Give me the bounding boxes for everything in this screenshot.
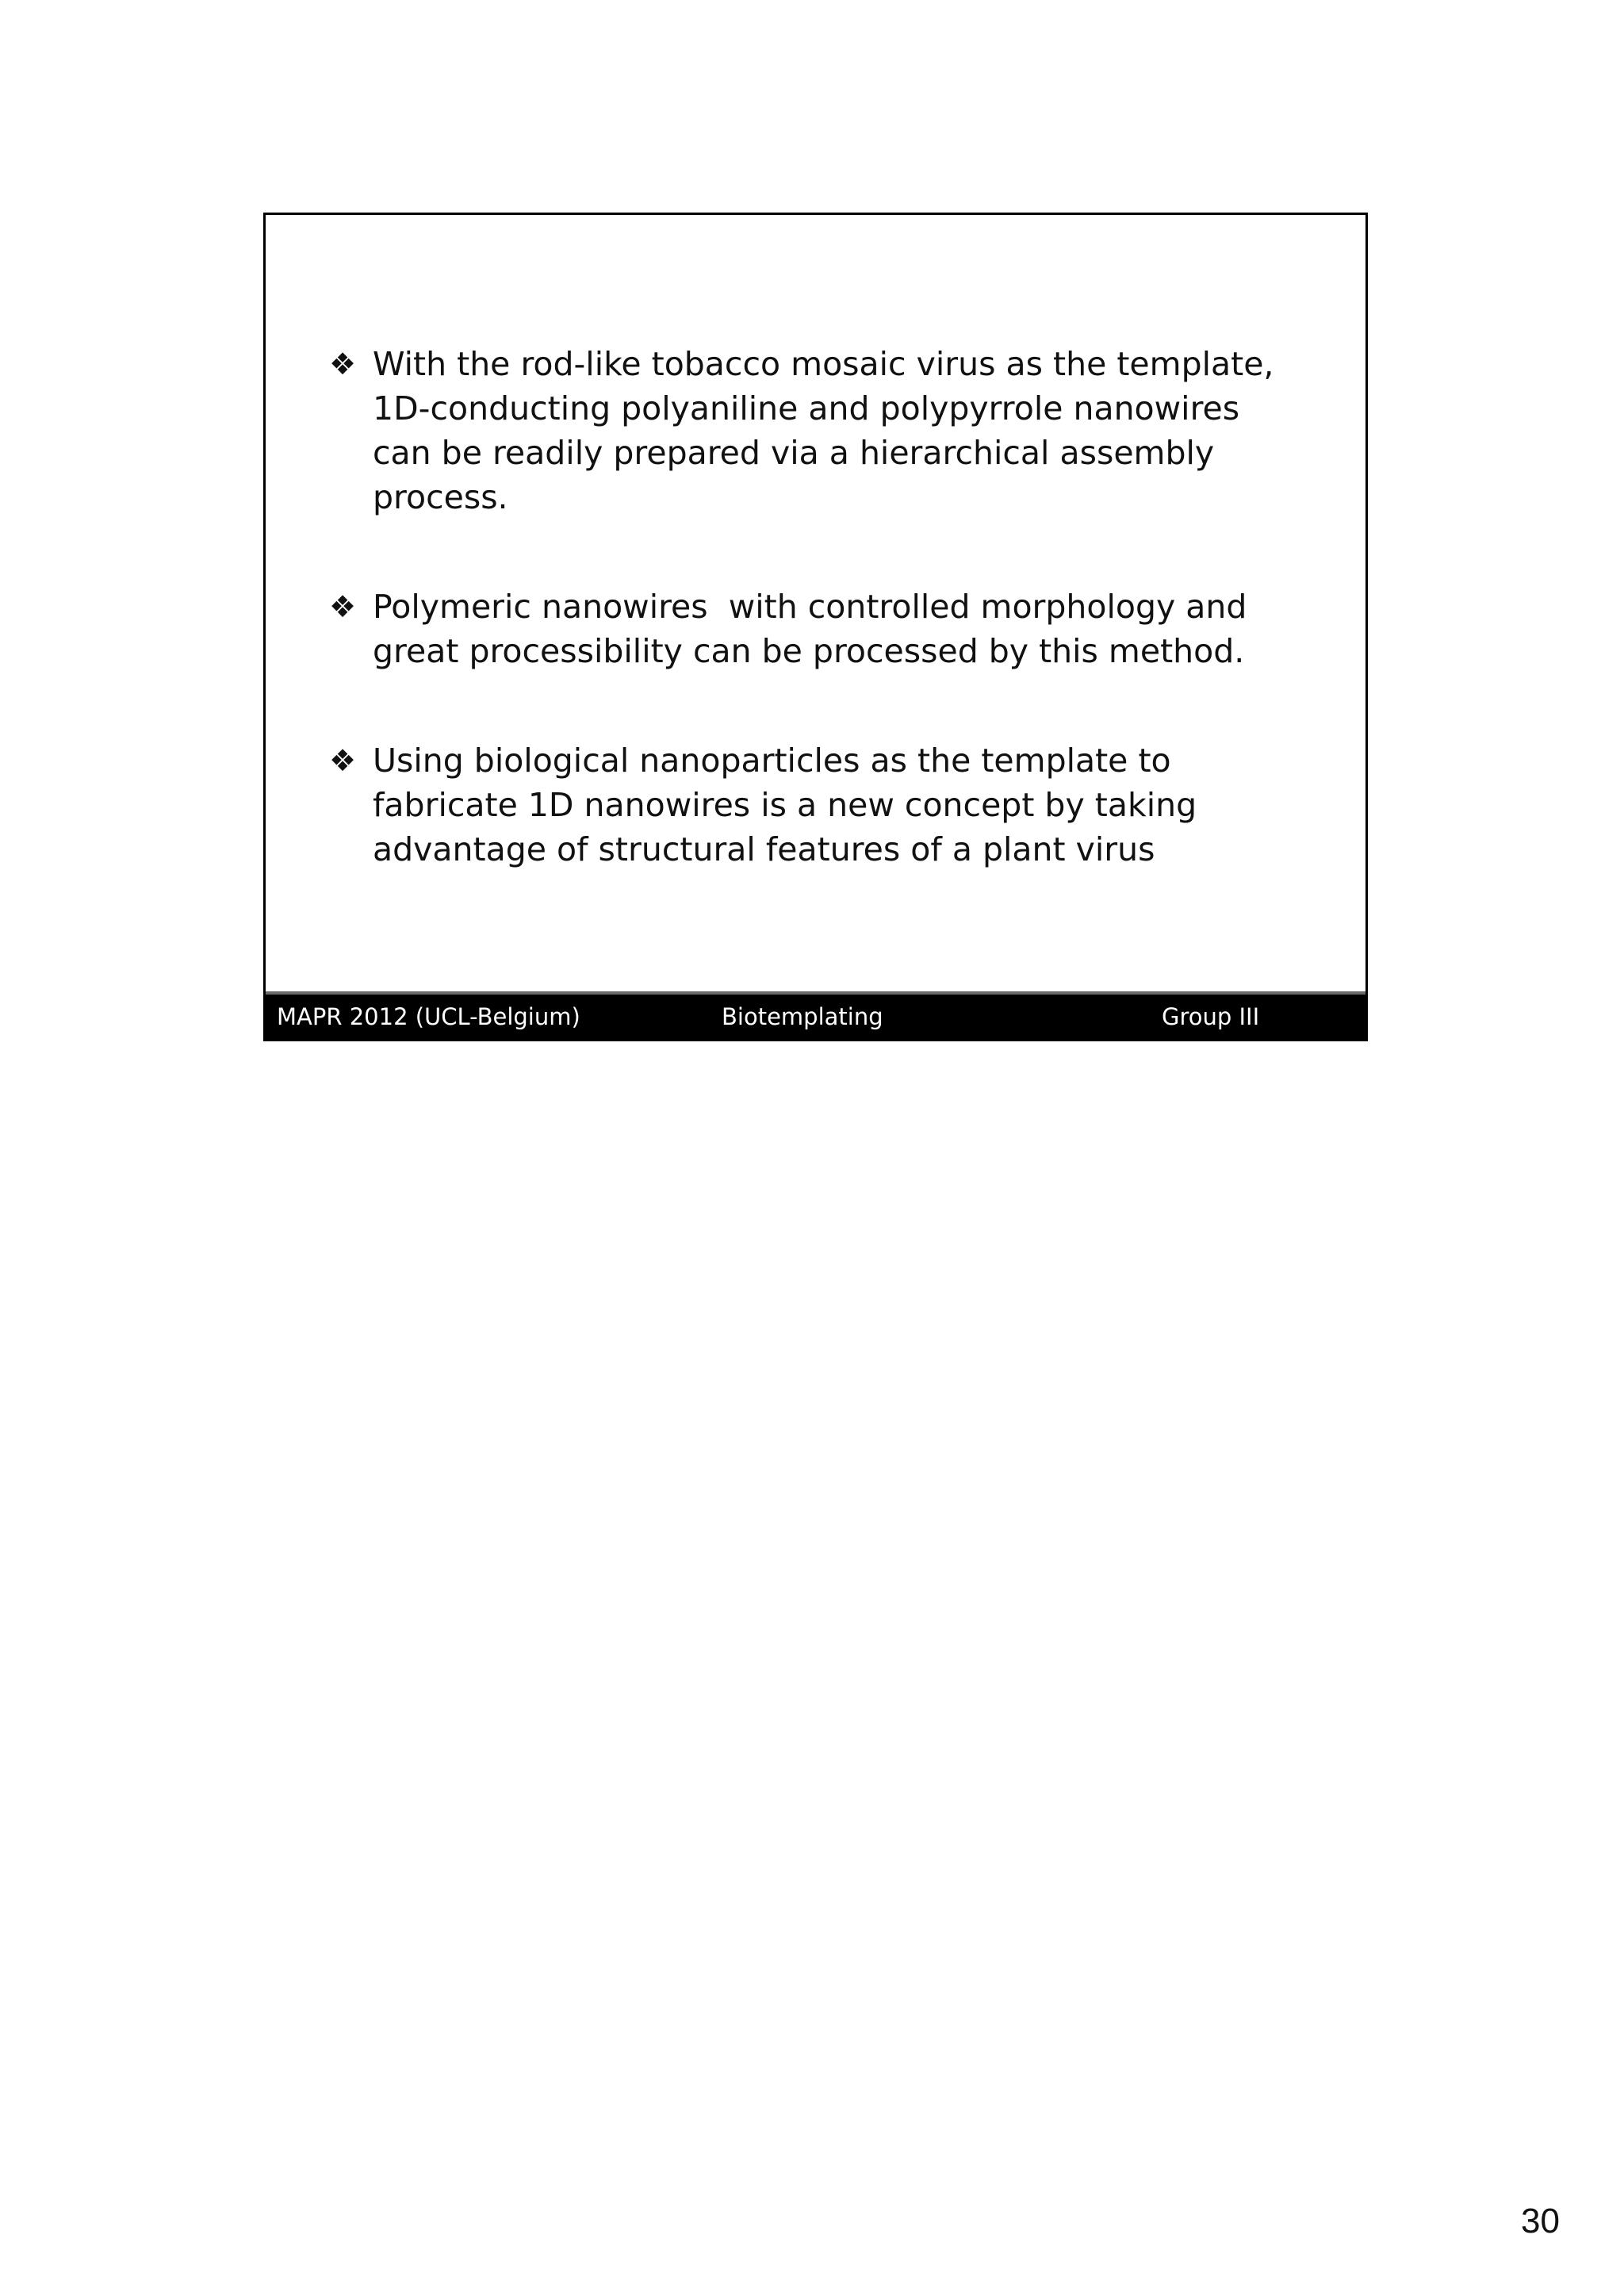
bullet-list [329, 342, 1297, 872]
diamond-bullet-icon: ❖ [329, 347, 357, 381]
footer-topic: Biotemplating [722, 1003, 883, 1030]
bullet-item [329, 738, 1297, 872]
page-number: 30 [1521, 2202, 1560, 2240]
footer-group: Group III [1162, 1003, 1260, 1030]
bullet-item [329, 585, 1297, 673]
diamond-bullet-icon: ❖ [329, 743, 357, 778]
footer-conference: MAPR 2012 (UCL-Belgium) [277, 1003, 580, 1030]
bullet-text: With the rod-like tobacco mosaic virus as the template, 1D-conducting polyaniline and polypyrrole nanowires can be readily prepared via a hierarchical assembly process. [373, 345, 1274, 516]
slide-footer [266, 991, 1365, 1039]
slide [263, 213, 1368, 1041]
bullet-item [329, 342, 1297, 519]
bullet-text: Using biological nanoparticles as the template to fabricate 1D nanowires is a new concept by taking advantage of structural features of a plant virus [373, 742, 1197, 868]
diamond-bullet-icon: ❖ [329, 589, 357, 624]
bullet-text: Polymeric nanowires with controlled morphology and great processibility can be processed by this method. [373, 588, 1258, 670]
